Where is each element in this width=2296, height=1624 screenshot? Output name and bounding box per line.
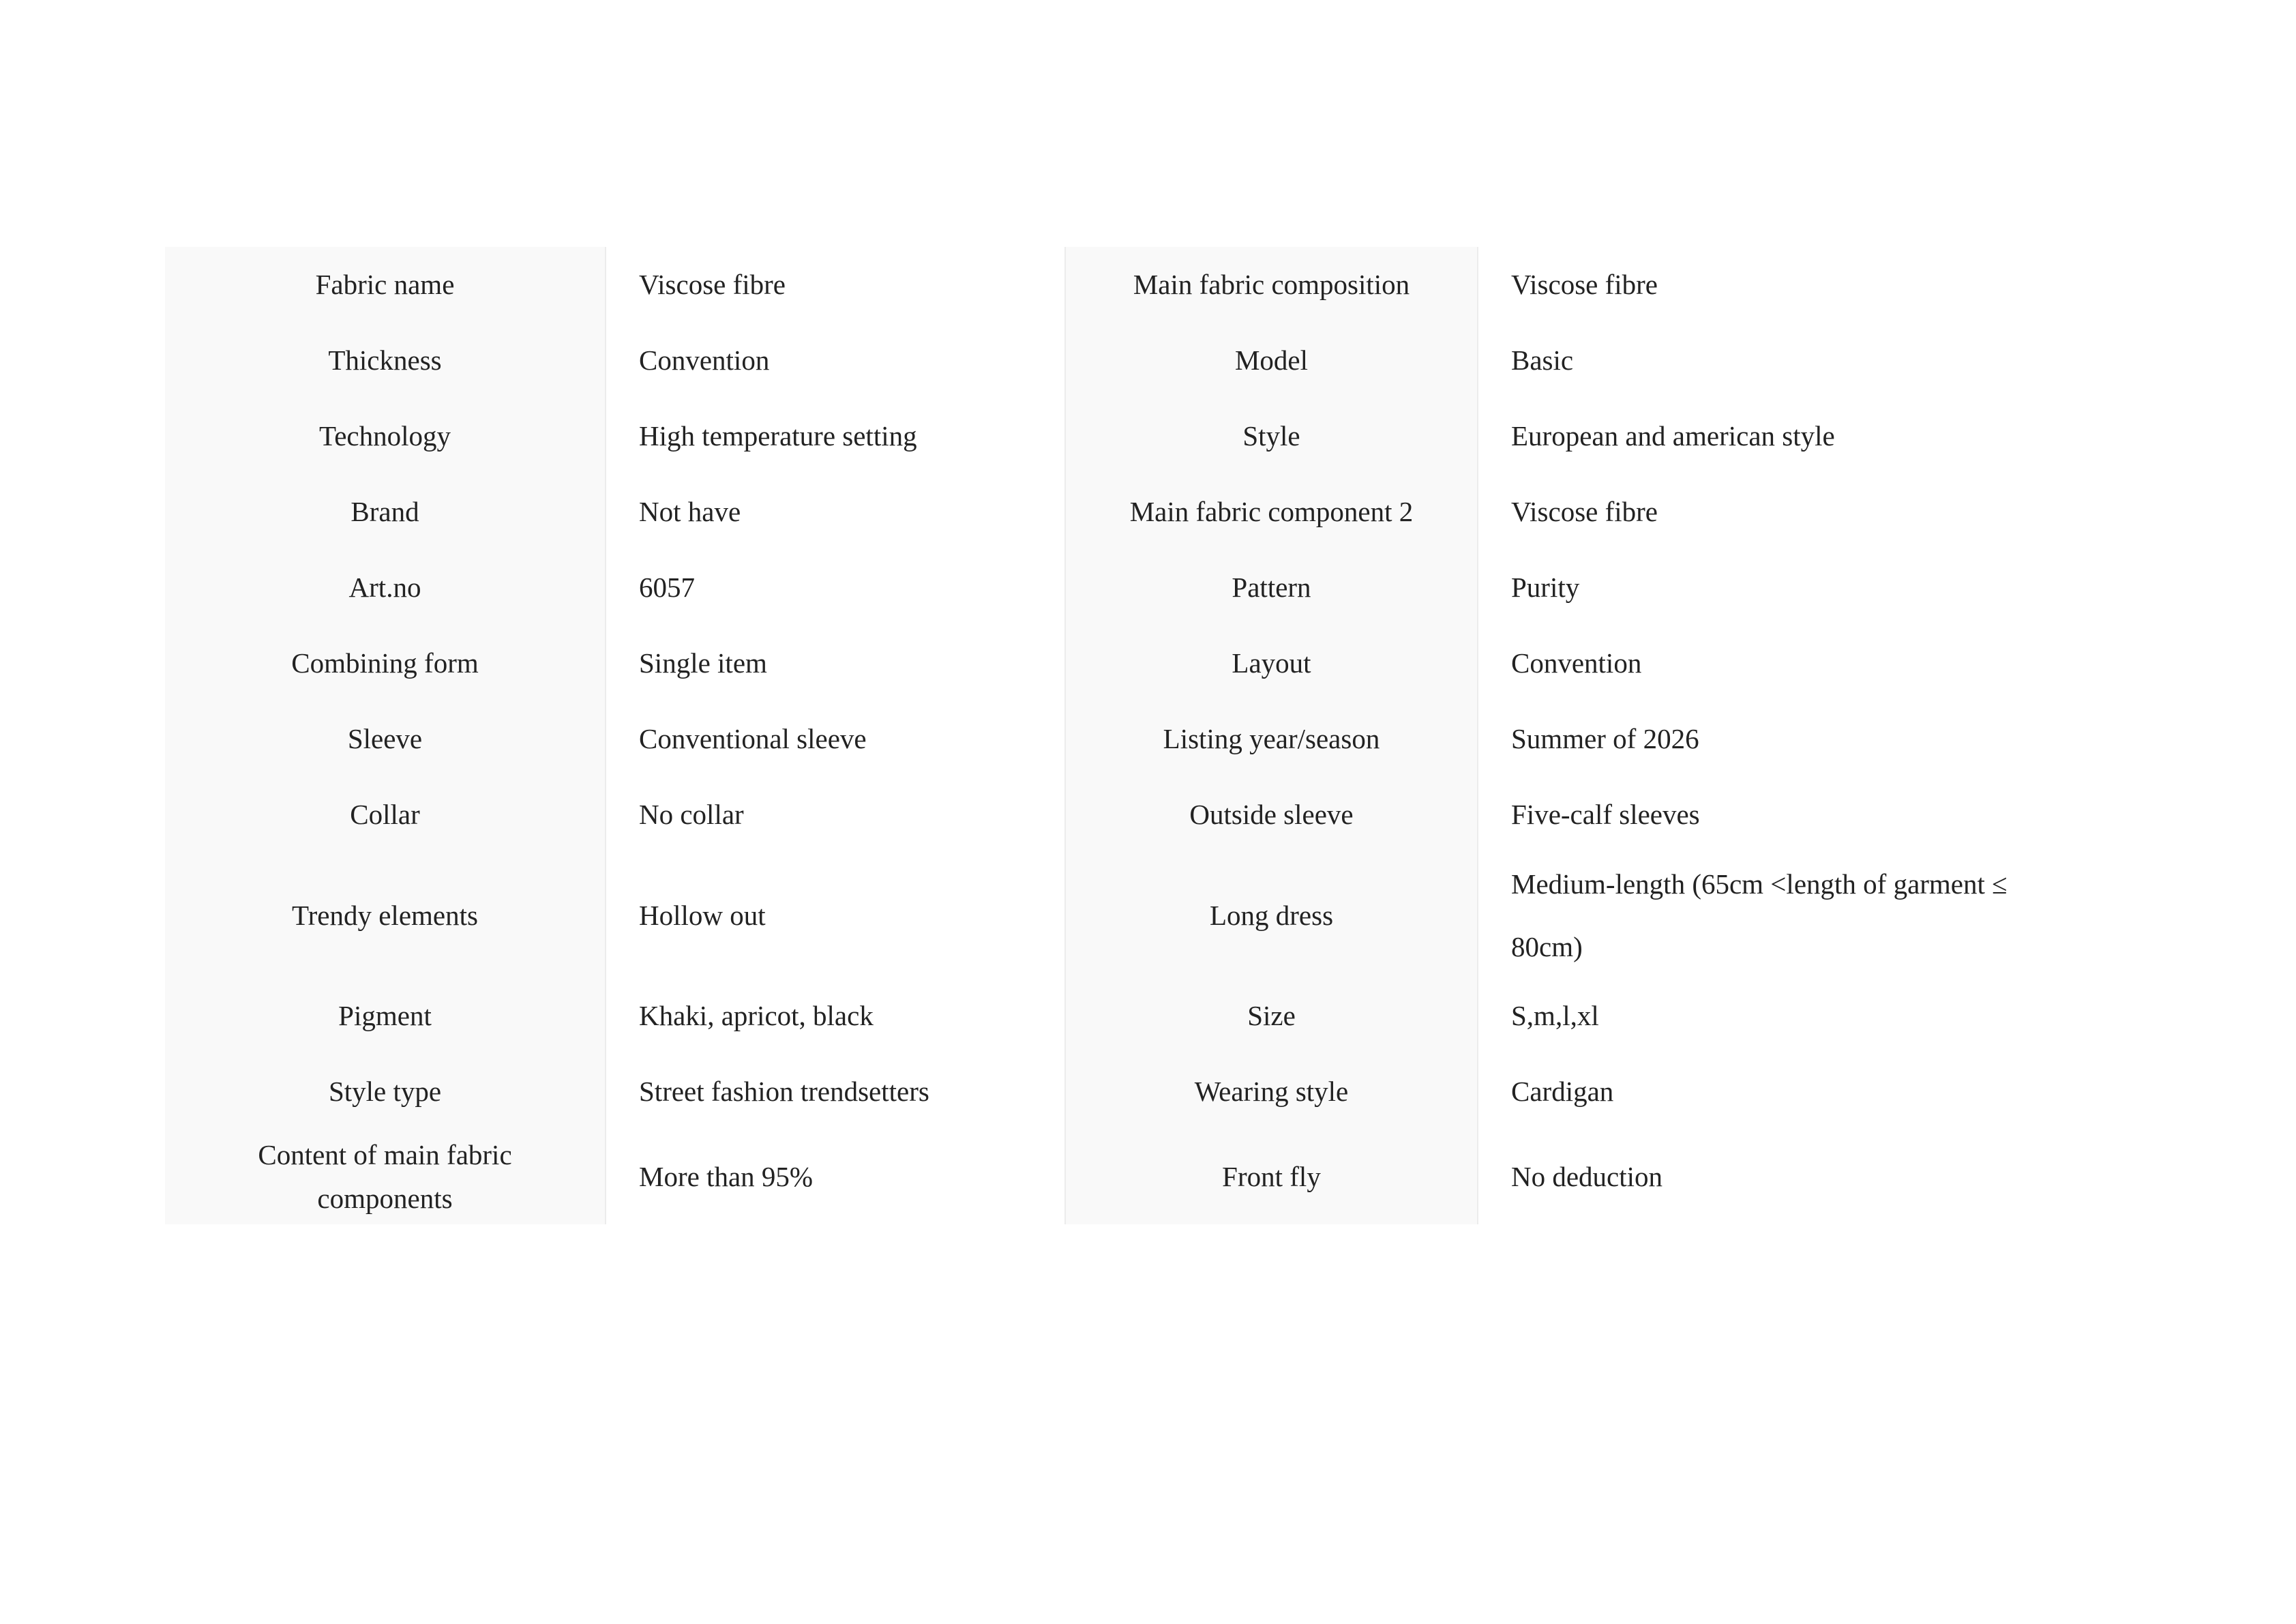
attribute-label: Thickness: [165, 323, 606, 398]
attribute-label: Listing year/season: [1065, 701, 1478, 777]
attribute-label: Technology: [165, 398, 606, 474]
attribute-label: Combining form: [165, 625, 606, 701]
attribute-value: Conventional sleeve: [606, 701, 1065, 777]
table-row: [165, 474, 2093, 550]
attribute-label: Wearing style: [1065, 1054, 1478, 1130]
attribute-value: Cardigan: [1478, 1054, 2093, 1130]
table-row: [165, 625, 2093, 701]
attribute-label: Trendy elements: [165, 853, 606, 979]
attribute-label: Model: [1065, 323, 1478, 398]
attribute-value: Viscose fibre: [606, 247, 1065, 323]
attribute-label: Fabric name: [165, 247, 606, 323]
attribute-value: No collar: [606, 777, 1065, 853]
table-row: [165, 323, 2093, 398]
attribute-label: Main fabric component 2: [1065, 474, 1478, 550]
attribute-label: Collar: [165, 777, 606, 853]
attribute-value: Hollow out: [606, 853, 1065, 979]
attribute-label: Front fly: [1065, 1130, 1478, 1224]
attribute-label: Style: [1065, 398, 1478, 474]
table-row: [165, 398, 2093, 474]
attribute-value: Convention: [1478, 625, 2093, 701]
attribute-label: Main fabric composition: [1065, 247, 1478, 323]
attribute-value: Khaki, apricot, black: [606, 979, 1065, 1054]
attribute-label: Art.no: [165, 550, 606, 625]
attribute-value: Five-calf sleeves: [1478, 777, 2093, 853]
attribute-value: 6057: [606, 550, 1065, 625]
attribute-value: S,m,l,xl: [1478, 979, 2093, 1054]
attribute-value: European and american style: [1478, 398, 2093, 474]
attribute-value: Convention: [606, 323, 1065, 398]
product-attributes-table: [165, 247, 2093, 1224]
table-row: [165, 853, 2093, 979]
attribute-value: Medium-length (65cm <length of garment ≤ 80cm): [1478, 853, 2093, 979]
table-row: [165, 247, 2093, 323]
attribute-label: Outside sleeve: [1065, 777, 1478, 853]
attribute-value: No deduction: [1478, 1130, 2093, 1224]
attribute-value: Not have: [606, 474, 1065, 550]
attribute-label: Content of main fabric components: [165, 1130, 606, 1224]
attribute-label: Size: [1065, 979, 1478, 1054]
attribute-label: Sleeve: [165, 701, 606, 777]
attribute-value: High temperature setting: [606, 398, 1065, 474]
attribute-value: Viscose fibre: [1478, 474, 2093, 550]
table-row: [165, 979, 2093, 1054]
attribute-label: Brand: [165, 474, 606, 550]
attribute-label: Style type: [165, 1054, 606, 1130]
attribute-value: Basic: [1478, 323, 2093, 398]
attribute-label: Layout: [1065, 625, 1478, 701]
table-row: [165, 1054, 2093, 1130]
attribute-label: Pattern: [1065, 550, 1478, 625]
attribute-value: Street fashion trendsetters: [606, 1054, 1065, 1130]
attribute-value: Purity: [1478, 550, 2093, 625]
attribute-value: Viscose fibre: [1478, 247, 2093, 323]
table-row: [165, 1130, 2093, 1224]
attribute-label: Pigment: [165, 979, 606, 1054]
table-row: [165, 777, 2093, 853]
table-row: [165, 701, 2093, 777]
attribute-value: Summer of 2026: [1478, 701, 2093, 777]
attribute-label: Long dress: [1065, 853, 1478, 979]
attribute-value: More than 95%: [606, 1130, 1065, 1224]
attribute-value: Single item: [606, 625, 1065, 701]
table-row: [165, 550, 2093, 625]
